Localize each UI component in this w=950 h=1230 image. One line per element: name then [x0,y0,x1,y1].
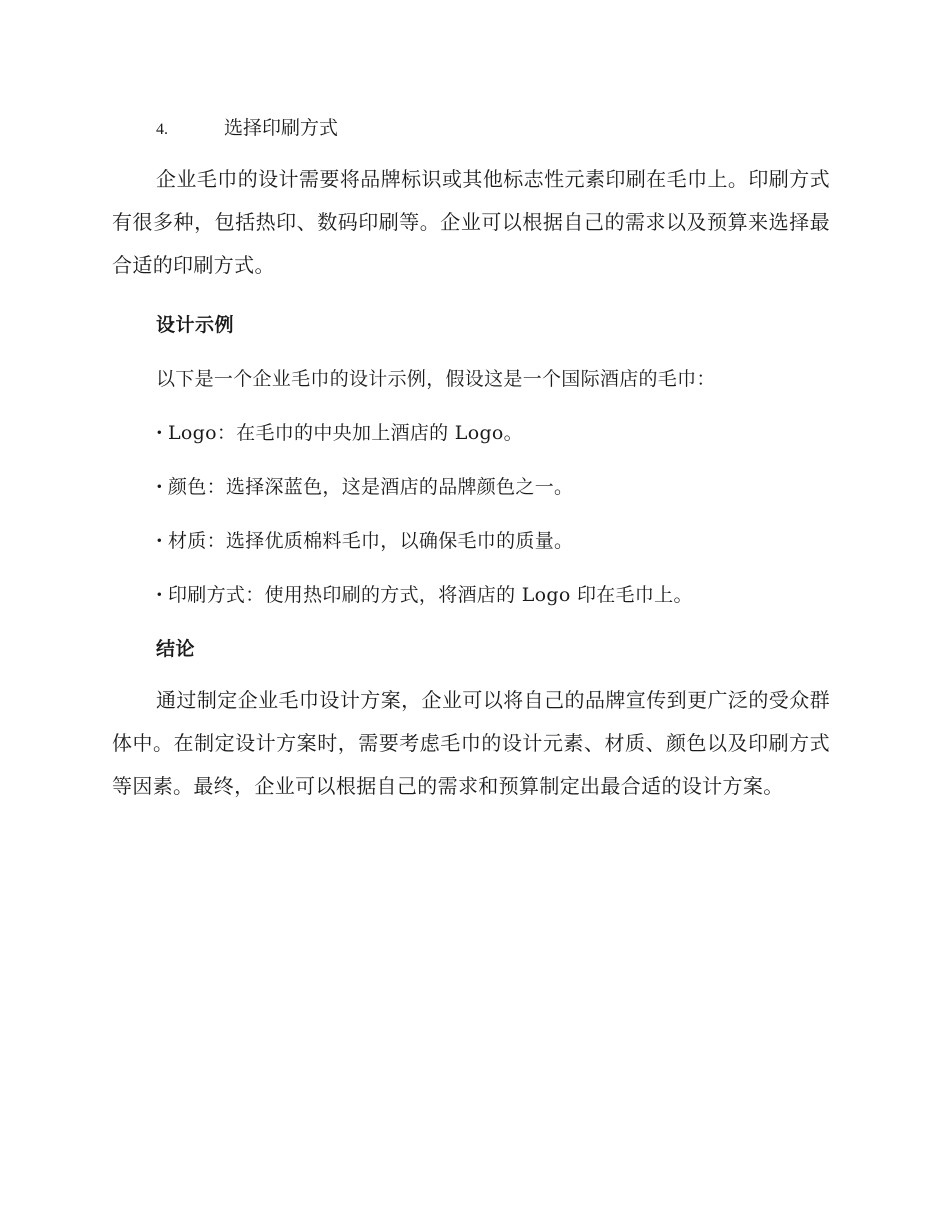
bullet-dot: · [156,530,163,552]
bullet-text: Logo：在毛巾的中央加上酒店的 Logo。 [168,422,523,444]
conclusion-paragraph: 通过制定企业毛巾设计方案，企业可以将自己的品牌宣传到更广泛的受众群体中。在制定设计方案时，需要考虑毛巾的设计元素、材质、颜色以及印刷方式等因素。最终，企业可以根据自己的需求和预算制定出最合适的设计方案。 [112,688,830,798]
item-title: 选择印刷方式 [224,117,339,139]
bullet-dot: · [156,476,163,498]
bullet-material [112,525,830,557]
bullet-dot: · [156,422,163,444]
item-number: 4. [156,121,168,138]
conclusion-heading: 结论 [156,638,196,660]
example-heading: 设计示例 [156,314,235,336]
example-intro: 以下是一个企业毛巾的设计示例，假设这是一个国际酒店的毛巾： [156,368,716,390]
bullet-dot: · [156,584,163,606]
bullet-text: 材质：选择优质棉料毛巾，以确保毛巾的质量。 [168,530,574,552]
numbered-item-printing-method [156,112,830,144]
bullet-logo [112,417,830,449]
printing-paragraph: 企业毛巾的设计需要将品牌标识或其他标志性元素印刷在毛巾上。印刷方式有很多种，包括热印、数码印刷等。企业可以根据自己的需求以及预算来选择最合适的印刷方式。 [112,167,830,277]
bullet-printing [112,579,830,611]
document-body [112,112,830,808]
bullet-text: 颜色：选择深蓝色，这是酒店的品牌颜色之一。 [168,476,574,498]
bullet-text: 印刷方式：使用热印刷的方式，将酒店的 Logo 印在毛巾上。 [168,584,693,606]
bullet-color [112,471,830,503]
